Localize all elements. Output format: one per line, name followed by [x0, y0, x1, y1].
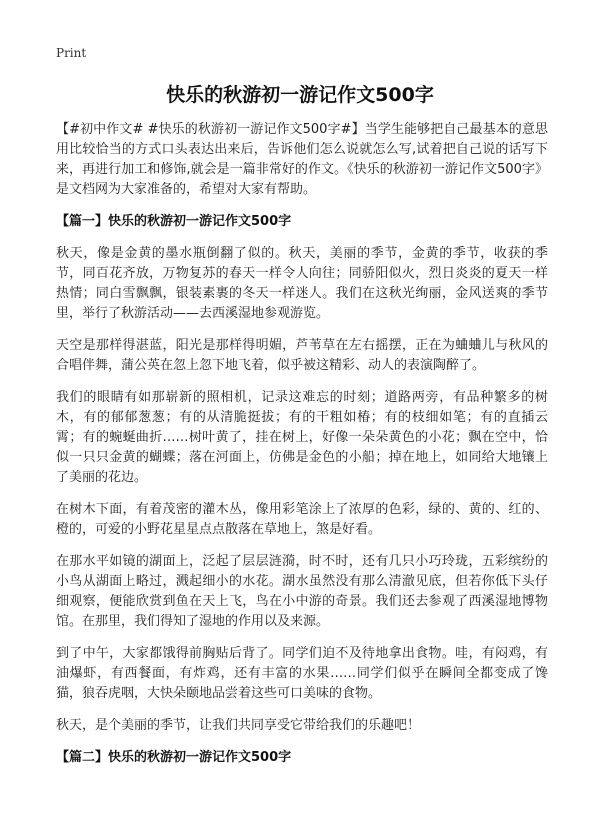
- paragraph: 天空是那样得湛蓝，阳光是那样得明媚，芦苇草在左右摇摆，正在为蛐蛐儿与秋风的合唱伴舞，蒲公英在忽上忽下地飞着，似乎被这精彩、动人的表演陶醉了。: [56, 338, 548, 373]
- page-title: 快乐的秋游初一游记作文500字: [166, 84, 434, 106]
- paragraph: 在那水平如镜的湖面上，泛起了层层涟漪，时不时，还有几只小巧玲珑，五彩缤纷的小鸟从湖面上略过，溅起细小的水花。湖水虽然没有那么清澈见底，但若你低下头仔细观察，便能欣赏到鱼在天上飞，鸟在小中游的奇景。我们还去参观了西溪湿地博物馆。在那里，我们得知了湿地的作用以及来源。: [56, 554, 548, 629]
- paragraph: 在树木下面，有着茂密的灌木丛，像用彩笔涂上了浓厚的色彩，绿的、黄的、红的、橙的，可爱的小野花星星点点散落在草地上，煞是好看。: [56, 502, 548, 537]
- paragraph: 我们的眼睛有如那崭新的照相机，记录这难忘的时刻；道路两旁，有品种繁多的树木，有的郁郁葱葱；有的从清脆挺拔；有的干粗如椿；有的枝细如笔；有的直插云霄；有的蜿蜒曲折……树叶黄了，挂在树上，好像一朵朵黄色的小花；飘在空中，恰似一只只金黄的蝴蝶；落在河面上，仿佛是金色的小船；掉在地上，如同给大地镶上了美丽的花边。: [56, 390, 548, 485]
- article-body: [56, 120, 548, 780]
- paragraph: 到了中午，大家都饿得前胸贴后背了。同学们迫不及待地拿出食物。哇，有闷鸡，有油爆虾，有西餐面，有炸鸡，还有丰富的水果……同学们似乎在瞬间全都变成了馋猫，狼吞虎咽，大快朵颐地品尝着这些可口美味的食物。: [56, 646, 548, 701]
- intro-paragraph: 【#初中作文# #快乐的秋游初一游记作文500字#】当学生能够把自己最基本的意思用比较恰当的方式口头表达出来后，告诉他们怎么说就怎么写,试着把自己说的话写下来，再进行加工和修饰,就会是一篇非常好的作文。《快乐的秋游初一游记作文500字》是文档网为大家准备的，希望对大家有帮助。: [56, 122, 548, 197]
- section-heading-2: 【篇二】快乐的秋游初一游记作文500字: [56, 750, 292, 765]
- print-link[interactable]: Print: [56, 46, 87, 60]
- section-heading-1: 【篇一】快乐的秋游初一游记作文500字: [56, 214, 292, 229]
- paragraph: 秋天，像是金黄的墨水瓶倒翻了似的。秋天，美丽的季节，金黄的季节，收获的季节，同百花齐放，万物复苏的春天一样令人向往；同骄阳似火，烈日炎炎的夏天一样热情；同白雪飘飘，银装素裹的冬天一样迷人。我们在这秋光绚丽，金风送爽的季节里，举行了秋游活动——去西溪湿地参观游览。: [56, 246, 548, 321]
- paragraph: 秋天，是个美丽的季节，让我们共同享受它带给我们的乐趣吧！: [56, 718, 421, 733]
